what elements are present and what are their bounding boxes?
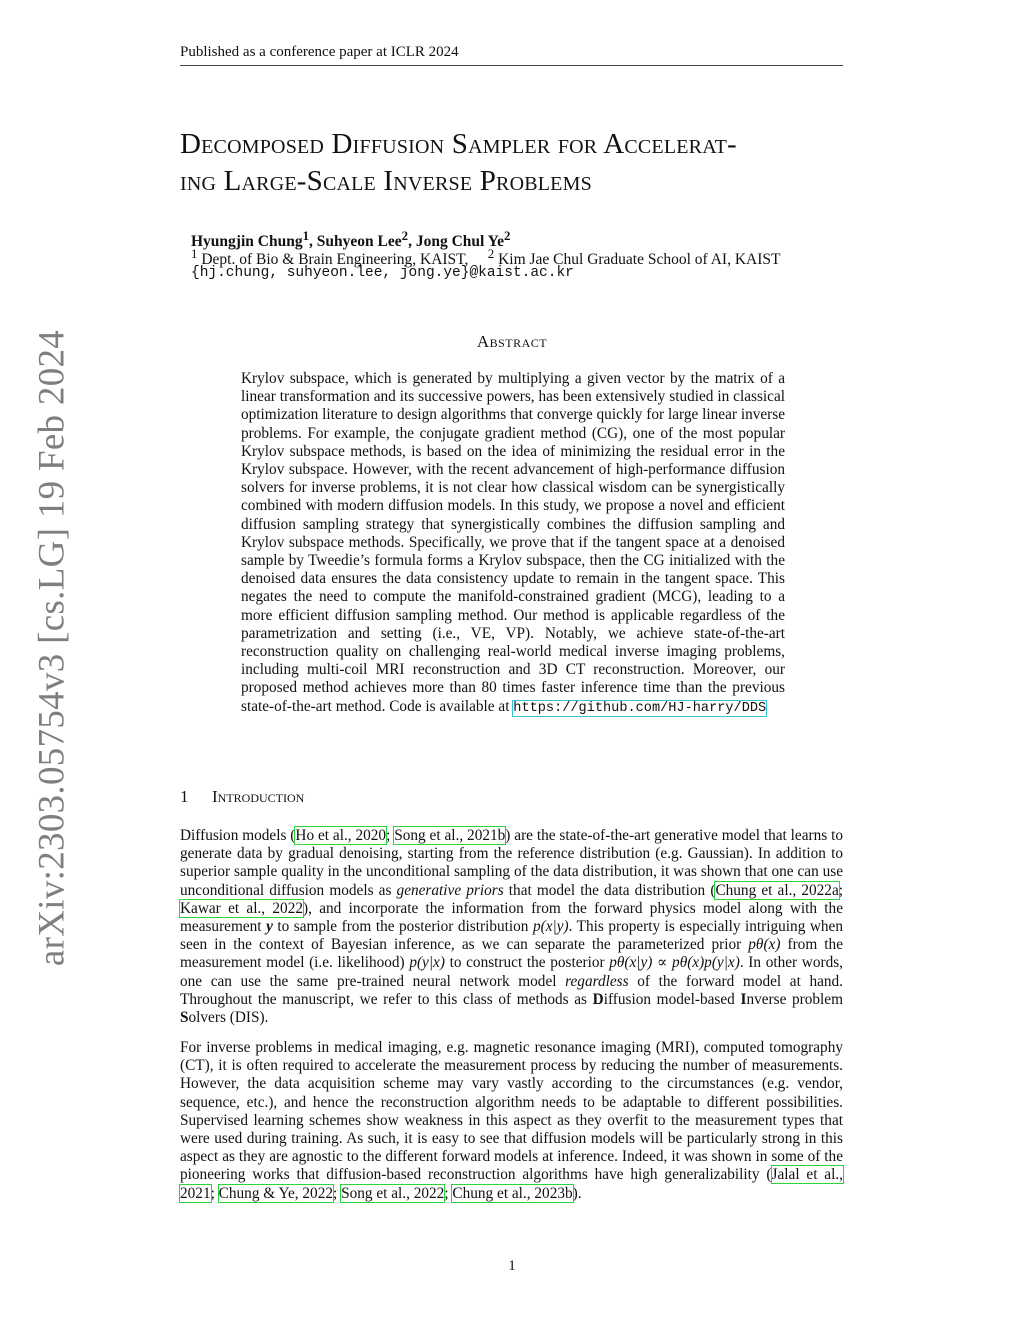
author-emails: {hj.chung, suhyeon.lee, jong.ye}@kaist.ac.kr [191,265,574,281]
affiliations: $^1$ Dept. of Bio & Brain Engineering, KAIST, $^2$ Kim Jae Chul Graduate School of AI, KAIST [191,246,781,269]
math-inline: pθ(x) [748,936,781,954]
citation-link[interactable]: Kawar et al., 2022 [180,899,303,917]
math-inline: p(y|x) [409,954,445,972]
math-inline: y [266,918,273,936]
author-affiliation-mark: 2 [503,228,511,243]
paper-title [180,126,860,200]
citation-link[interactable]: Chung et al., 2022a [715,881,839,899]
affiliation-2: Kim Jae Chul Graduate School of AI, KAIST [494,251,781,269]
arxiv-identifier-stamp: arXiv:2303.05754v3 [cs.LG] 19 Feb 2024 [31,329,73,967]
code-link[interactable]: https://github.com/HJ-harry/DDS [513,700,767,716]
intro-paragraph-2: For inverse problems in medical imaging, e.g. magnetic resonance imaging (MRI), computed tomography (CT), it is often required to accelerate the measurement process by reducing the number of measurements. However, the data acquisition scheme may vary vastly according to the circumstances (e.g. vendor, sequence, etc.), and hence the reconstruction algorithm needs to be adaptable to different possibilities. Supervised learning schemes show weakness in this aspect as they overfit to the measurement types that were used during training. As such, it is easy to see that diffusion models will be particularly strong in this aspect as they are agnostic to the different forward models at inference. Indeed, it was shown in some of the pioneering works that diffusion-based reconstruction algorithms have high generalizability (Jalal et al., 2021; Chung & Ye, 2022; Song et al., 2022; Chung et al., 2023b). [180,1039,843,1202]
abstract-body [241,370,785,718]
section-number: 1 [180,787,189,806]
citation-link[interactable]: Jalal et al., 2021 [180,1166,843,1202]
author-name: Hyungjin Chung [191,233,303,251]
abstract-heading: Abstract [476,332,548,351]
page-number: 1 [508,1258,516,1274]
math-inline: p(x|y) [532,918,569,936]
abstract-text: Krylov subspace, which is generated by multiplying a given vector by the matrix of a linear transformation and its successive powers, has been extensively studied in classical optimization literature to design algorithms that converge quickly for large linear inverse problems. For example, the conjugate gradient method (CG), one of the most popular Krylov subspace methods, is based on the idea of minimizing the residual error in the Krylov subspace. However, with the recent advancement of high-performance diffusion solvers for inverse problems, it is not clear how classical wisdom can be synergistically combined with modern diffusion models. In this study, we propose a novel and efficient diffusion sampling strategy that synergistically combines the diffusion sampling and Krylov subspace methods. Specifically, we prove that if the tangent space at a denoised sample by Tweedie’s formula forms a Krylov subspace, then the CG initialized with the denoised data ensures the data consistency update to remain in the tangent space. This negates the need to compute the manifold-constrained gradient (MCG), leading to a more efficient diffusion sampling method. Our method is applicable regardless of the parametrization and setting (i.e., VE, VP). Notably, we achieve state-of-the-art reconstruction quality on challenging real-world medical inverse imaging problems, including multi-coil MRI reconstruction and 3D CT reconstruction. Moreover, our proposed method achieves more than 80 times faster inference time than the previous state-of-the-art method. Code is available at [241,370,785,715]
citation-link[interactable]: Chung et al., 2023b [452,1184,573,1202]
citation-link[interactable]: Song et al., 2021b [394,827,506,844]
affiliation-1: Dept. of Bio & Brain Engineering, KAIST, [197,251,469,269]
running-header: Published as a conference paper at ICLR 2024 [180,44,459,60]
author-name: Jong Chul Ye [415,233,504,251]
citation-link[interactable]: Chung & Ye, 2022 [218,1184,333,1202]
author-list: Hyungjin Chung$^1$, Suhyeon Lee$^2$, Jong Chul Ye$^2$ [191,228,511,251]
title-line-1: Decomposed Diffusion Sampler for Accelerat- [180,128,737,160]
section-title: Introduction [212,787,305,806]
author-name: Suhyeon Lee [316,233,402,251]
title-line-2: ing Large-Scale Inverse Problems [180,165,592,197]
author-affiliation-mark: 1 [302,228,310,243]
citation-link[interactable]: Song et al., 2022 [341,1184,445,1202]
math-inline: pθ(x|y) ∝ pθ(x)p(y|x) [609,954,740,972]
intro-paragraph-1: Diffusion models (Ho et al., 2020; Song et al., 2021b) are the state-of-the-art generative model that learns to generate data by gradual denoising, starting from the reference distribution (e.g. Gaussian). In addition to superior sample quality in the unconditional sampling of the data distribution, it was shown that one can use unconditional diffusion models as generative priors that model the data distribution (Chung et al., 2022a; Kawar et al., 2022), and incorporate the information from the forward physics model along with the measurement y to sample from the posterior distribution p(x|y). This property is especially intriguing when seen in the context of Bayesian inference, as we can separate the parameterized prior pθ(x) from the measurement model (i.e. likelihood) p(y|x) to construct the posterior pθ(x|y) ∝ pθ(x)p(y|x). In other words, one can use the same pre-trained neural network model regardless of the forward model at hand. Throughout the manuscript, we refer to this class of methods as Diffusion model-based Inverse problem Solvers (DIS). [180,827,844,1027]
citation-link[interactable]: Ho et al., 2020 [295,827,387,844]
section-heading [180,787,304,807]
header-rule [180,65,843,66]
author-affiliation-mark: 2 [401,228,409,243]
